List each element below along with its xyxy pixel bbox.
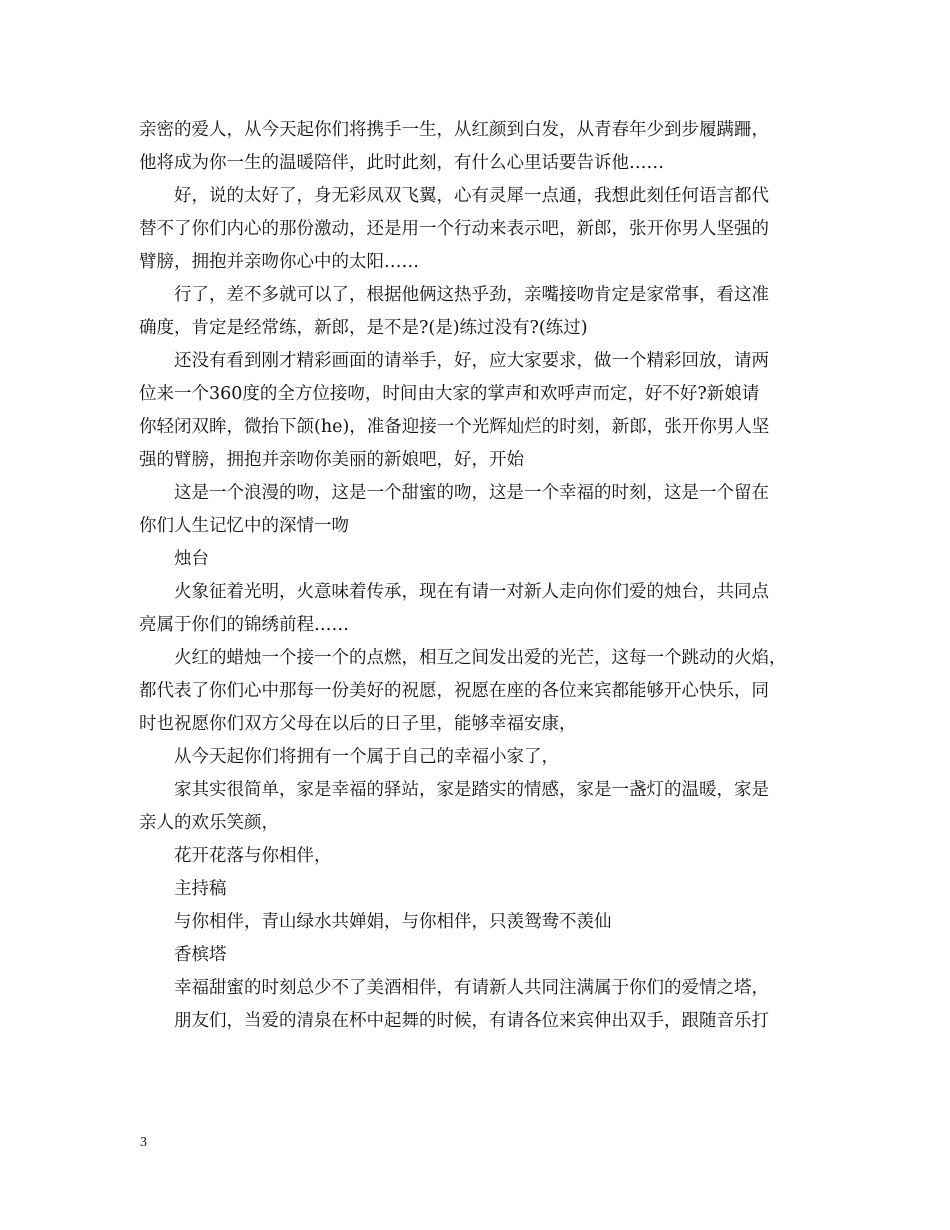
text-line: 臂膀，拥抱并亲吻你心中的太阳……: [139, 252, 419, 272]
text-line: 火象征着光明，火意味着传承，现在有请一对新人走向你们爱的烛台，共同点: [174, 582, 769, 602]
text-line: 与你相伴，青山绿水共婵娟，与你相伴，只羡鸳鸯不羡仙: [174, 912, 612, 932]
section-heading: 烛台: [174, 549, 209, 569]
text-line: 家其实很简单，家是幸福的驿站，家是踏实的情感，家是一盏灯的温暖，家是: [174, 780, 769, 800]
section-heading: 香槟塔: [174, 945, 227, 965]
text-line: 确度，肯定是经常练，新郎，是不是?(是)练过没有?(练过): [139, 318, 588, 338]
text-line: 花开花落与你相伴，: [174, 846, 332, 866]
text-line: 好，说的太好了，身无彩凤双飞翼，心有灵犀一点通，我想此刻任何语言都代: [174, 186, 769, 206]
text-line: 亲密的爱人，从今天起你们将携手一生，从红颜到白发，从青春年少到步履蹒跚，: [139, 120, 769, 140]
text-line: 火红的蜡烛一个接一个的点燃，相互之间发出爱的光芒，这每一个跳动的火焰，: [174, 648, 787, 668]
text-line: 行了，差不多就可以了，根据他俩这热乎劲，亲嘴接吻肯定是家常事，看这准: [174, 285, 769, 305]
text-line: 亲人的欢乐笑颜，: [139, 813, 279, 833]
text-line: 你们人生记忆中的深情一吻: [139, 516, 349, 536]
text-line: 从今天起你们将拥有一个属于自己的幸福小家了，: [174, 747, 559, 767]
text-line: 亮属于你们的锦绣前程……: [139, 615, 349, 635]
text-line: 你轻闭双眸，微抬下颌(he)，准备迎接一个光辉灿烂的时刻，新郎，张开你男人坚: [139, 417, 770, 437]
text-line: 替不了你们内心的那份激动，还是用一个行动来表示吧，新郎，张开你男人坚强的: [139, 219, 769, 239]
text-line: 时也祝愿你们双方父母在以后的日子里，能够幸福安康，: [139, 714, 577, 734]
text-line: 他将成为你一生的温暖陪伴，此时此刻，有什么心里话要告诉他……: [139, 153, 664, 173]
text-line: 都代表了你们心中那每一份美好的祝愿，祝愿在座的各位来宾都能够开心快乐，同: [139, 681, 769, 701]
text-line: 强的臂膀，拥抱并亲吻你美丽的新娘吧，好，开始: [139, 450, 524, 470]
text-line: 这是一个浪漫的吻，这是一个甜蜜的吻，这是一个幸福的时刻，这是一个留在: [174, 483, 769, 503]
text-line: 朋友们，当爱的清泉在杯中起舞的时候，有请各位来宾伸出双手，跟随音乐打: [174, 1011, 769, 1031]
body-text: [139, 114, 829, 1038]
text-line: 幸福甜蜜的时刻总少不了美酒相伴，有请新人共同注满属于你们的爱情之塔，: [174, 978, 769, 998]
page-number: 3: [140, 1135, 147, 1150]
text-line: 还没有看到刚才精彩画面的请举手，好，应大家要求，做一个精彩回放，请两: [174, 351, 769, 371]
section-heading: 主持稿: [174, 879, 227, 899]
text-line: 位来一个360度的全方位接吻，时间由大家的掌声和欢呼声而定，好不好?新娘请: [139, 384, 760, 404]
